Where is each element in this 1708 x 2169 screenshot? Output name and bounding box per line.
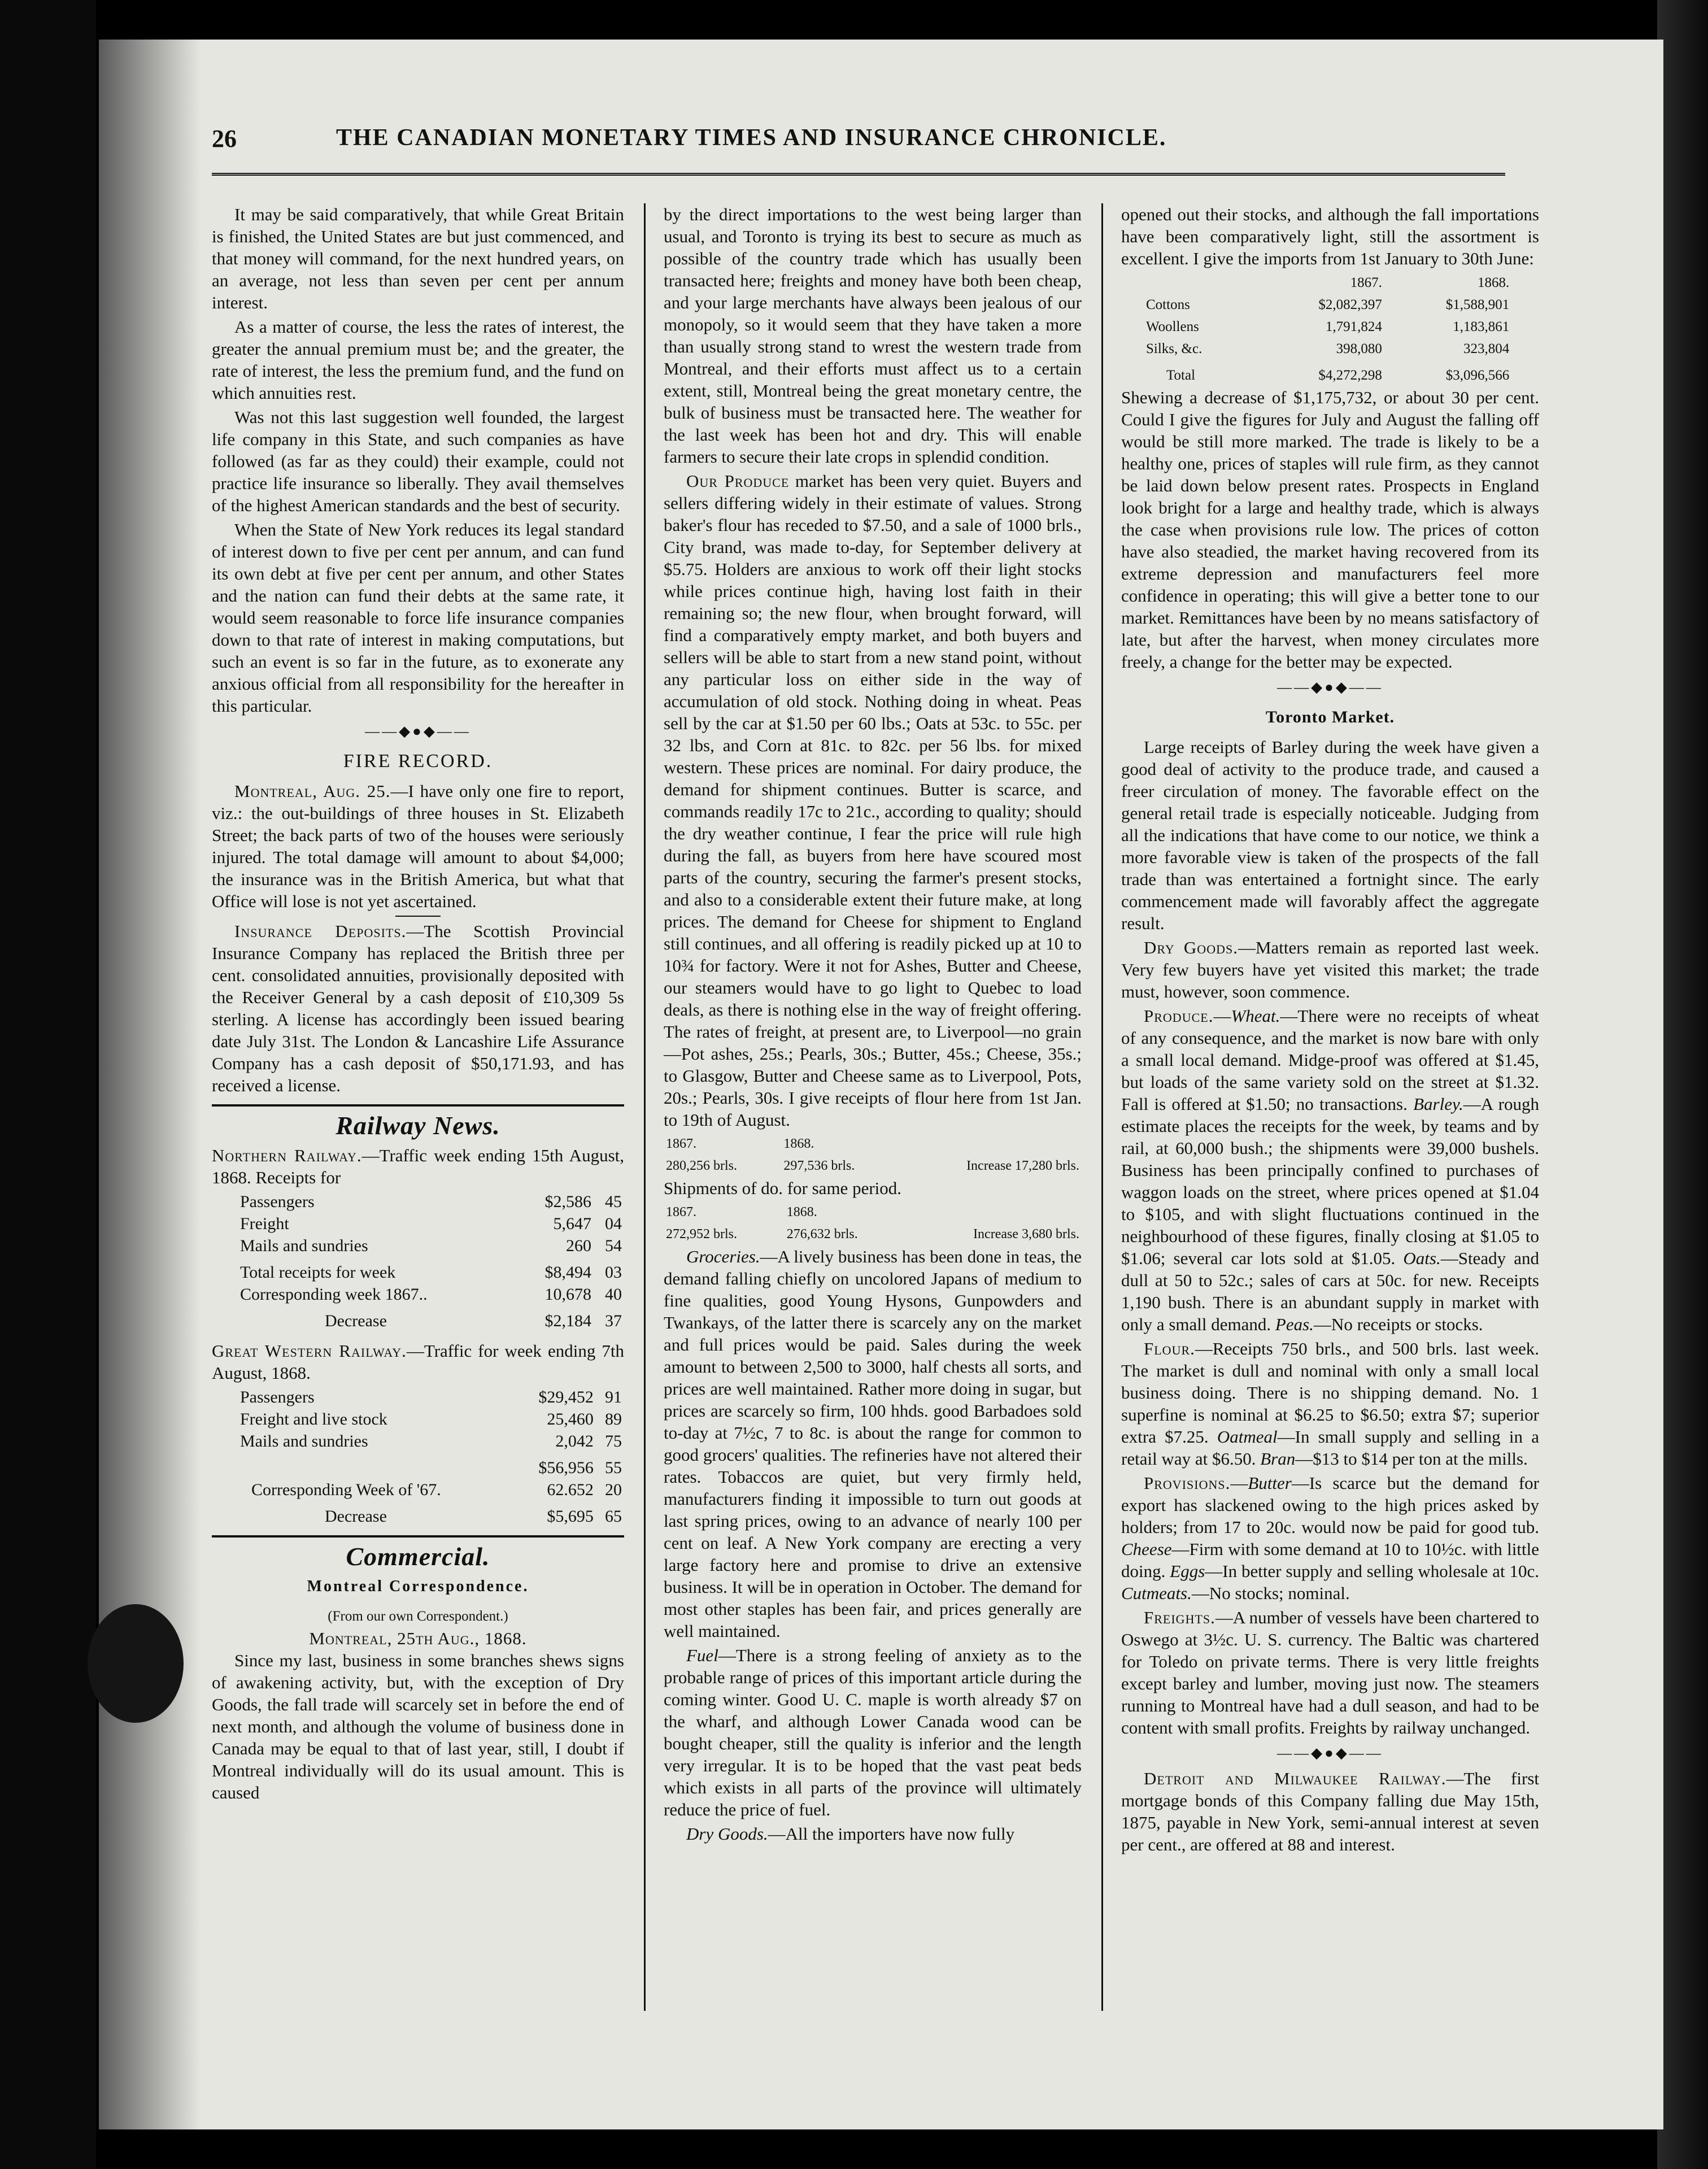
item-text: —A rough estimate places the receipts for the week, by teams and by rail, at 60,000 bush.; the shipments were 39,000 bushels. Business has been principally confined to purchases of waggon loads on the street, where prices opened at $1.04 to $105, and with slight fluctuations continued in the neighbourhood of these figures, finally closing at $1.05 to $1.06; several car lots sold at $1.05. bbox=[1121, 1094, 1539, 1268]
dry-goods-paragraph bbox=[664, 1823, 1082, 1845]
table-row bbox=[212, 1386, 624, 1408]
page-edge-shadow bbox=[99, 40, 201, 2129]
item-lead: Freights. bbox=[1144, 1608, 1215, 1627]
dollars-cell: $5,695 bbox=[547, 1507, 594, 1526]
item-lead: Fuel bbox=[686, 1645, 718, 1665]
fire-record-heading: FIRE RECORD. bbox=[343, 751, 493, 772]
table-cell: 272,952 brls. bbox=[666, 1227, 737, 1242]
row-label: Passengers bbox=[240, 1192, 315, 1211]
table-cell: Increase 3,680 brls. bbox=[973, 1227, 1079, 1242]
item-text: —$13 to $14 per ton at the mills. bbox=[1295, 1449, 1528, 1469]
row-label: Freight bbox=[240, 1214, 289, 1233]
northern-railway-table bbox=[212, 1191, 624, 1332]
item-text: —I have only one fire to report, viz.: the out-buildings of three houses in St. Elizabeth Street; the back parts of two of the houses were seriously injured. The total damage will amount to about $4,000; the insurance was in the British America, but what that Office will lose is not yet ascertained. bbox=[212, 781, 625, 911]
dollars-cell: 62.652 bbox=[547, 1480, 594, 1499]
sub-lead: Peas. bbox=[1275, 1314, 1314, 1334]
page-number: 26 bbox=[212, 125, 237, 153]
year-header: 1868. bbox=[786, 1205, 817, 1219]
table-row bbox=[1144, 294, 1511, 316]
detroit-railway-paragraph bbox=[1121, 1767, 1539, 1856]
dollars-cell: $56,956 bbox=[538, 1458, 594, 1477]
flour-shipments-table bbox=[664, 1201, 1082, 1245]
insurance-deposits-item bbox=[212, 920, 624, 1096]
row-label: Corresponding week 1867.. bbox=[240, 1285, 428, 1304]
dollars-cell: $2,184 bbox=[544, 1312, 592, 1330]
table-cell: 1,183,861 bbox=[1453, 319, 1510, 334]
table-cell: $2,082,397 bbox=[1318, 297, 1382, 312]
row-label: Freight and live stock bbox=[240, 1410, 387, 1428]
row-label: Decrease bbox=[325, 1507, 387, 1526]
provisions-paragraph: Provisions.—Butter—Is scarce but the demand for export has slackened owing to the high prices asked by holders; from 17 to 20c. would now be paid for good tub. Cheese—Firm with some demand at 10 to 10½c. with little doing. Eggs—In better supply and selling wholesale at 10c. Cutmeats.—No stocks; nominal. bbox=[1121, 1473, 1539, 1603]
item-lead: Montreal, Aug. 25. bbox=[234, 781, 391, 801]
flour-paragraph bbox=[1121, 1338, 1539, 1470]
item-text: —In better supply and selling wholesale at 10c. bbox=[1205, 1561, 1539, 1581]
table-cell: $1,588,901 bbox=[1445, 297, 1510, 312]
ornament-divider: ——◆●◆—— bbox=[1277, 1745, 1383, 1761]
imports-table bbox=[1144, 272, 1511, 386]
item-text: —In small supply and selling in a retail way at $6.50. bbox=[1121, 1427, 1539, 1469]
table-row bbox=[212, 1257, 624, 1283]
montreal-correspondence-heading: Montreal Correspondence. bbox=[307, 1578, 529, 1595]
paragraph: by the direct importations to the west being larger than usual, and Toronto is trying its best to secure as much as possible of the country trade which has usually been transacted here; freights and money have both been cheap, and your large merchants have always been jealous of our monopoly, so it would seem that they have taken a more than usually strong stand to wrest the western trade from Montreal, and their efforts must affect us to a certain extent, still, Montreal being the great monetary centre, the bulk of business must be transacted here. The weather for the last week has been hot and dry. This will enable farmers to secure their late crops in splendid condition. bbox=[664, 204, 1082, 467]
table-cell: 276,632 brls. bbox=[786, 1227, 858, 1242]
sub-lead: Eggs bbox=[1170, 1561, 1205, 1581]
table-cell: 1,791,824 bbox=[1325, 319, 1382, 334]
table-row bbox=[212, 1235, 624, 1257]
row-label: Total receipts for week bbox=[240, 1263, 396, 1282]
table-cell: 280,256 brls. bbox=[666, 1158, 737, 1173]
table-row bbox=[212, 1452, 624, 1479]
paragraph: Shewing a decrease of $1,175,732, or about 30 per cent. Could I give the figures for July and August the falling off would be still more marked. The trade is likely to be a healthy one, prices of staples will rule firm, as they cannot be laid down below present rates. Prospects in England look bright for a large and healthy trade, which is always the case when provisions rule low. The prices of cotton have also steadied, the market having recovered from its extreme depression and manufacturers feel more confidence in operating; this will give a better tone to our market. Remittances have been by no means satisfactory of late, but after the harvest, when money circulates more freely, a change for the better may be expected. bbox=[1121, 387, 1539, 672]
year-header: 1867. bbox=[666, 1136, 696, 1151]
year-header: 1868. bbox=[1477, 275, 1510, 290]
cents-cell: 04 bbox=[605, 1214, 622, 1233]
cents-cell: 75 bbox=[605, 1432, 622, 1451]
sub-lead: Barley. bbox=[1413, 1094, 1463, 1114]
table-cell: 398,080 bbox=[1336, 341, 1382, 356]
item-lead: Groceries. bbox=[686, 1247, 760, 1266]
publication-title: THE CANADIAN MONETARY TIMES AND INSURANCE CHRONICLE. bbox=[336, 125, 1167, 151]
item-text: —There is a strong feeling of anxiety as to the probable range of prices of this important article during the coming winter. Good U. C. maple is worth already $7 on the wharf, and although Lower Canada wood can be bought cheaper, still the quality is inferior and the length very irregular. It is to be hoped that the vast peat beds which exists in all parts of the province will ultimately reduce the price of fuel. bbox=[664, 1645, 1082, 1819]
row-label: Total bbox=[1166, 368, 1196, 383]
paragraph: Was not this last suggestion well founded, the largest life company in this State, and such companies as have followed (as far as they could) their example, could not practice life insurance so liberally. They avail themselves of the highest American standards and the best of security. bbox=[212, 407, 624, 515]
dollars-cell: 10,678 bbox=[544, 1285, 592, 1304]
table-cell: $4,272,298 bbox=[1318, 368, 1382, 383]
paragraph: As a matter of course, the less the rates of interest, the greater the annual premium must be; and the greater, the rate of interest, the less the premium fund, and the fund on which annuities rest. bbox=[212, 317, 624, 403]
sub-lead: Bran bbox=[1260, 1449, 1296, 1469]
table-row bbox=[212, 1305, 624, 1332]
table-header-row bbox=[664, 1201, 1082, 1223]
freights-paragraph bbox=[1121, 1606, 1539, 1739]
row-label: Silks, &c. bbox=[1146, 341, 1202, 356]
item-lead: Great Western Railway. bbox=[212, 1341, 407, 1361]
cents-cell: 55 bbox=[605, 1458, 622, 1477]
sub-lead: Cutmeats. bbox=[1121, 1583, 1192, 1603]
column-rule-2 bbox=[1101, 203, 1103, 2011]
dollars-cell: 5,647 bbox=[553, 1214, 592, 1233]
item-text: —No receipts or stocks. bbox=[1313, 1314, 1483, 1334]
table-row bbox=[212, 1479, 624, 1501]
section-rule bbox=[212, 1535, 624, 1538]
item-text: —Is scarce but the demand for export has slackened owing to the high prices asked by holders; from 17 to 20c. would now be paid for good tub. bbox=[1121, 1473, 1539, 1537]
cents-cell: 91 bbox=[605, 1388, 622, 1406]
page-header bbox=[212, 124, 1511, 164]
cents-cell: 65 bbox=[605, 1507, 622, 1526]
groceries-paragraph bbox=[664, 1245, 1082, 1642]
book-spine bbox=[1657, 0, 1708, 2169]
dry-goods-paragraph bbox=[1121, 937, 1539, 1003]
table-row bbox=[1144, 338, 1511, 360]
item-text: —All the importers have now fully bbox=[768, 1824, 1015, 1844]
item-text: —A number of vessels have been chartered to Oswego at 3½c. U. S. currency. The Baltic was chartered for Toledo on private terms. There is very little freights except barley and lumber, moving just now. The steamers running to Montreal have had a dull season, and had to be content with small profits. Freights by railway unchanged. bbox=[1121, 1608, 1539, 1737]
flour-receipts-table bbox=[664, 1133, 1082, 1177]
paragraph: Since my last, business in some branches shews signs of awakening activity, but, with the exception of Dry Goods, the fall trade will scarcely set in before the end of next month, and although the volume of business done in Canada may be equal to that of last year, still, I doubt if Montreal individually will do its usual amount. This is caused bbox=[212, 1650, 624, 1802]
correspondent-note: (From our own Correspondent.) bbox=[328, 1609, 508, 1624]
row-label: Mails and sundries bbox=[240, 1236, 368, 1255]
table-row bbox=[1144, 316, 1511, 338]
item-lead: Flour. bbox=[1144, 1339, 1195, 1358]
cents-cell: 40 bbox=[605, 1285, 622, 1304]
paragraph: It may be said comparatively, that while Great Britain is finished, the United States are but just commenced, and that money will command, for the next hundred years, on an average, not less than seven per cent per annum interest. bbox=[212, 204, 624, 312]
ornament-divider: ——◆●◆—— bbox=[1277, 679, 1383, 695]
item-text: —A lively business has been done in teas, the demand falling chiefly on uncolored Japans of medium to fine qualities, good Young Hysons, Gunpowders and Twankays, of the latter there is scarcely any on the market and full prices would be paid. Sales during the week amount to between 2,500 to 3000, half chests all sorts, and prices are well maintained. Rather more doing in sugar, but prices are scarcely so firm, 100 hhds. good Barbadoes sold to-day at 7½c, 7 to 8c. is about the range for common to good grocers' qualities. The refineries have not altered their rates. Tobaccos are quiet, but very firmly held, manufacturers finding it impossible to turn out goods at last spring prices, owing to an advance of nearly 100 per cent on leaf. A New York company are erecting a very large factory here and promise to drive an extensive business. It will be in operation in October. The demand for most other staples has been fair, and prices generally are well maintained. bbox=[664, 1247, 1082, 1641]
shipments-line: Shipments of do. for same period. bbox=[664, 1178, 902, 1198]
table-row bbox=[212, 1213, 624, 1235]
cents-cell: 54 bbox=[605, 1236, 622, 1255]
table-row bbox=[212, 1408, 624, 1430]
cents-cell: 45 bbox=[605, 1192, 622, 1211]
row-label: Corresponding Week of '67. bbox=[251, 1480, 441, 1499]
item-text: —There were no receipts of wheat of any consequence, and the market is now bare with only a small local demand. Midge-proof was offered at $1.45, but loads of the same variety sold on the street at $1.32. Fall is offered at $1.50; no transactions. bbox=[1121, 1006, 1539, 1114]
column-2 bbox=[664, 203, 1082, 1847]
paragraph: opened out their stocks, and although the fall importations have been comparatively light, still the assortment is excellent. I give the imports from 1st January to 30th June: bbox=[1121, 204, 1539, 268]
item-text: —Matters remain as reported last week. Very few buyers have yet visited this market; the trade must, however, soon commence. bbox=[1121, 938, 1539, 1001]
table-row bbox=[664, 1155, 1082, 1177]
year-header: 1868. bbox=[783, 1136, 814, 1151]
thumb-shadow bbox=[88, 1604, 184, 1723]
year-header: 1867. bbox=[666, 1205, 696, 1219]
column-1 bbox=[212, 203, 624, 1806]
dateline: Montreal, 25th Aug., 1868. bbox=[309, 1628, 527, 1648]
item-text: market has been very quiet. Buyers and sellers differing widely in their estimate of values. Strong baker's flour has receded to $7.50, and a sale of 1000 brls., City brand, was made to-day, for September delivery at $5.75. Holders are anxious to work off their light stocks while prices continue high, having lost faith in their remaining so; the new flour, when brought forward, will find a comparatively empty market, and both buyers and sellers will be able to start from a new stand point, without any particular loss on either side in the way of accumulation of old stock. Nothing doing in wheat. Peas sell by the car at $1.50 per 60 lbs.; Oats at 53c. to 55c. per 32 lbs, and Corn at 81c. to 82c. per 56 lbs. for mixed western. These prices are nominal. For dairy produce, the demand for shipment continues. Butter is scarce, and commands readily 17c to 21c., according to quality; should the dry weather continue, I fear the price will rule high during the fall, as buyers from here have scoured most parts of the country, securing the farmer's present stocks, and also to a considerable extent their future make, at long prices. The demand for Cheese for shipment to England still continues, and all offering is readily picked up at 10 to 10¾ for factory. Were it not for Ashes, Butter and Cheese, our steamers would have to go light to Quebec to load deals, as there is nothing else in the way of freight offering. The rates of freight, at present are, to Liverpool—no grain—Pot ashes, 25s.; Pearls, 30s.; Butter, 45s.; Cheese, 35s.; to Glasgow, Butter and Cheese same as to Liverpool, Pots, 20s.; Pearls, 30s. I give receipts of flour here from 1st Jan. to 19th of August. bbox=[664, 471, 1082, 1130]
sub-lead: Cheese bbox=[1121, 1539, 1172, 1559]
paragraph: Large receipts of Barley during the week have given a good deal of activity to the produce trade, and caused a freer circulation of money. The favorable effect on the general retail trade is especially noticeable. Judging from all the indications that have come to our notice, we think a more favorable view is taken of the prospects of the fall trade than was entertained a fortnight since. The early commencement made will favorably affect the aggregate result. bbox=[1121, 737, 1539, 933]
item-text: —Traffic week ending 15th August, 1868. bbox=[212, 1146, 624, 1187]
produce-paragraph bbox=[664, 470, 1082, 1131]
table-row bbox=[1144, 360, 1511, 386]
row-label: Woollens bbox=[1146, 319, 1199, 334]
item-lead: Produce. bbox=[1144, 1006, 1214, 1026]
ornament-divider: ——◆●◆—— bbox=[365, 723, 471, 739]
newspaper-page bbox=[99, 40, 1663, 2129]
column-rule-1 bbox=[644, 203, 646, 2011]
item-text: —Firm with some demand at 10 to 10½c. with little doing. bbox=[1121, 1539, 1539, 1581]
item-lead: Detroit and Milwaukee Railway. bbox=[1144, 1769, 1446, 1788]
item-text: —Steady and dull at 50 to 52c.; sales of cars at 50c. for new. Receipts 1,190 bush. There is an abundant supply in market with only a small demand. bbox=[1121, 1248, 1539, 1334]
table-row bbox=[212, 1430, 624, 1452]
cents-cell: 03 bbox=[605, 1263, 622, 1282]
table-header-row bbox=[664, 1133, 1082, 1155]
item-text: —The first mortgage bonds of this Company falling due May 15th, 1875, payable in New York, semi-annual interest at seven per cent., are offered at 88 and interest. bbox=[1121, 1769, 1539, 1854]
sub-lead: Oats. bbox=[1403, 1248, 1441, 1268]
paragraph: When the State of New York reduces its legal standard of interest down to five per cent per annum, and can fund its own debt at five per cent per annum, and other States and the nation can fund their debts at the same rate, it would seem reasonable to force life insurance companies down to that rate of interest in making computations, but such an event is so far in the future, as to exonerate any anxious official from all responsibility for the hereafter in this particular. bbox=[212, 520, 624, 716]
row-label: Mails and sundries bbox=[240, 1432, 368, 1451]
table-cell: $3,096,566 bbox=[1445, 368, 1510, 383]
sub-lead: Wheat. bbox=[1231, 1006, 1280, 1026]
table-row bbox=[212, 1191, 624, 1213]
year-header: 1867. bbox=[1350, 275, 1382, 290]
item-text: —The Scottish Provincial Insurance Company has replaced the British three per cent. consolidated annuities, provisionally deposited with the Receiver General by a cash deposit of £10,309 5s sterling. A license has accordingly been issued bearing date July 31st. The London & Lancashire Life Assurance Company has a cash deposit of $50,171.93, and has received a license. bbox=[212, 921, 624, 1095]
railway-news-heading: Railway News. bbox=[336, 1111, 500, 1140]
sub-lead: Oatmeal bbox=[1217, 1427, 1278, 1447]
dollars-cell: $8,494 bbox=[544, 1263, 592, 1282]
table-row bbox=[212, 1501, 624, 1527]
great-western-table bbox=[212, 1386, 624, 1527]
item-lead: Insurance Deposits. bbox=[234, 921, 407, 941]
table-cell: 297,536 brls. bbox=[783, 1158, 855, 1173]
item-lead: Provisions. bbox=[1144, 1473, 1231, 1493]
fuel-paragraph bbox=[664, 1644, 1082, 1820]
dollars-cell: 25,460 bbox=[547, 1410, 594, 1428]
item-lead: Northern Railway. bbox=[212, 1146, 362, 1165]
cents-cell: 89 bbox=[605, 1410, 622, 1428]
receipts-label: Receipts for bbox=[255, 1168, 341, 1187]
column-3 bbox=[1121, 203, 1539, 1858]
commercial-heading: Commercial. bbox=[346, 1542, 490, 1571]
dollars-cell: $29,452 bbox=[538, 1388, 594, 1406]
section-rule bbox=[212, 1104, 624, 1107]
table-row bbox=[664, 1223, 1082, 1245]
item-text: —Traffic for week ending 7th August, 1868. bbox=[212, 1341, 624, 1383]
item-lead: Dry Goods. bbox=[1144, 938, 1238, 957]
northern-railway-intro bbox=[212, 1144, 624, 1188]
table-header-row bbox=[1144, 272, 1511, 294]
header-rule bbox=[212, 173, 1505, 176]
produce-paragraph: Produce.—Wheat.—There were no receipts of wheat of any consequence, and the market is now bare with only a small local demand. Midge-proof was offered at $1.45, but loads of the same variety sold on the street at $1.32. Fall is offered at $1.50; no transactions. Barley.—A rough estimate places the receipts for the week, by teams and by rail, at 60,000 bush.; the shipments were 39,000 bushels. Business has been principally confined to purchases of waggon loads on the street, where prices opened at $1.04 to $105, and with slight fluctuations continued in the neighbourhood of these figures, finally closing at $1.05 to $1.06; several car lots sold at $1.05. Oats.—Steady and dull at 50 to 52c.; sales of cars at 50c. for new. Receipts 1,190 bush. There is an abundant supply in market with only a small demand. Peas.—No receipts or stocks. bbox=[1121, 1006, 1539, 1334]
item-text: —Receipts 750 brls., and 500 brls. last week. The market is dull and nominal with only a small local business doing. There is no shipping demand. No. 1 superfine is nominal at $6.25 to $6.50; extra $7; superior extra $7.25. bbox=[1121, 1339, 1539, 1447]
book-edge bbox=[0, 0, 96, 2169]
row-label: Cottons bbox=[1146, 297, 1190, 312]
table-cell: Increase 17,280 brls. bbox=[966, 1158, 1079, 1173]
table-row bbox=[212, 1283, 624, 1305]
dollars-cell: 2,042 bbox=[555, 1432, 594, 1451]
great-western-intro bbox=[212, 1340, 624, 1384]
cents-cell: 37 bbox=[605, 1312, 622, 1330]
item-lead: Our Produce bbox=[686, 471, 790, 491]
fire-record-item bbox=[212, 780, 624, 912]
item-text: —No stocks; nominal. bbox=[1191, 1583, 1350, 1603]
item-lead: Dry Goods. bbox=[686, 1824, 768, 1844]
dollars-cell: $2,586 bbox=[544, 1192, 592, 1211]
short-rule bbox=[395, 916, 441, 917]
dollars-cell: 260 bbox=[566, 1236, 592, 1255]
table-cell: 323,804 bbox=[1463, 341, 1510, 356]
toronto-market-heading: Toronto Market. bbox=[1265, 708, 1395, 726]
sub-lead: Butter bbox=[1248, 1473, 1292, 1493]
cents-cell: 20 bbox=[605, 1480, 622, 1499]
row-label: Decrease bbox=[325, 1312, 387, 1330]
row-label: Passengers bbox=[240, 1388, 315, 1406]
